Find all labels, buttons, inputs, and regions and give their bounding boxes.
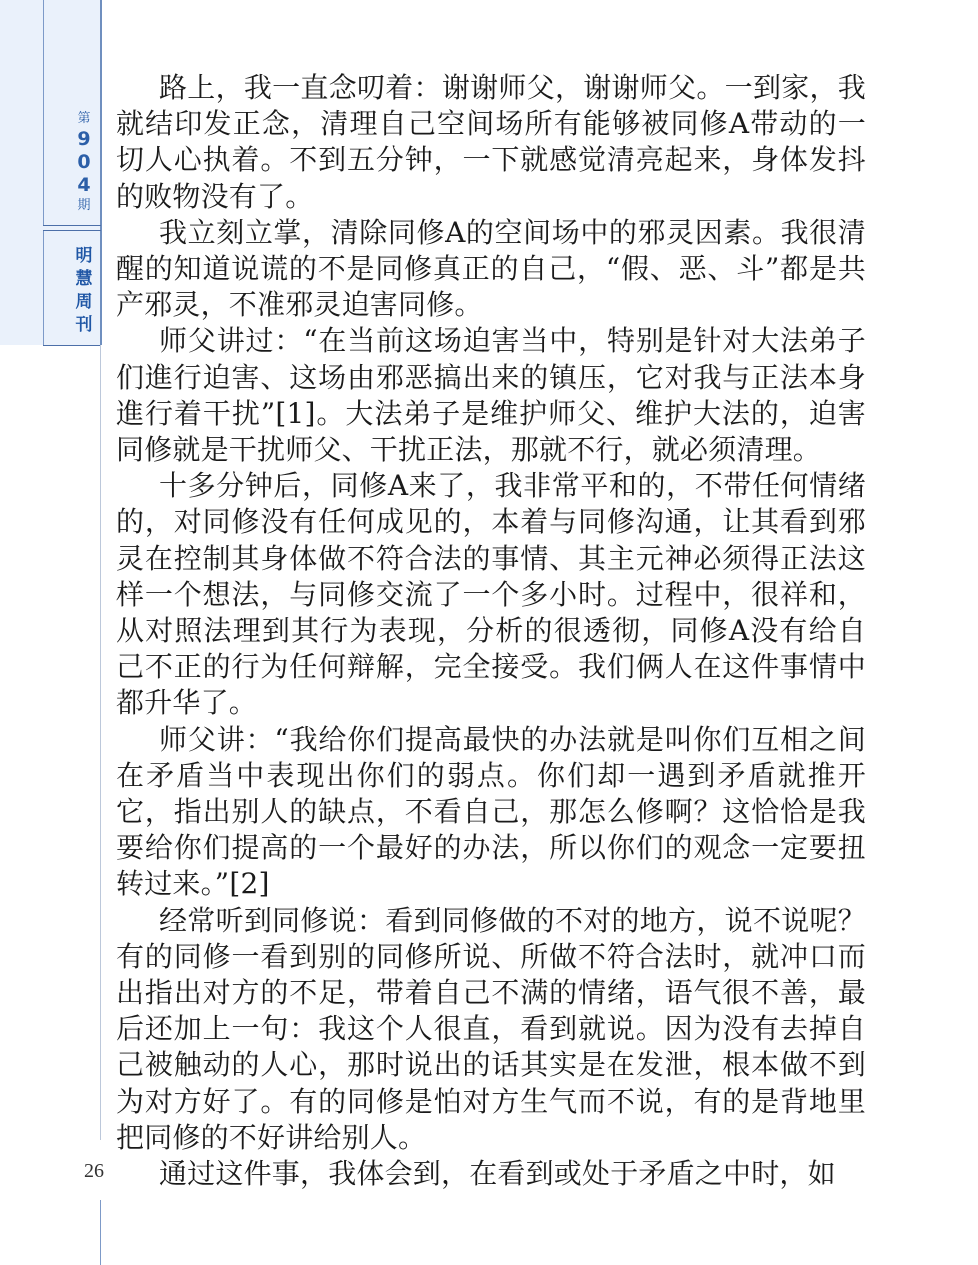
sidebar-rule: [43, 230, 44, 345]
magazine-char: 明: [75, 246, 93, 266]
paragraph: 通过这件事，我体会到，在看到或处于矛盾之中时，如: [159, 1157, 836, 1191]
paragraph: 路上，我一直念叨着：谢谢师父，谢谢师父。一到家，我就结印发正念，清理自己空间场所有能够被同修A带动的一切人心执着。不到五分钟，一下就感觉清亮起来，身体发抖的败物没有了。: [116, 71, 866, 213]
sidebar-rule: [43, 0, 44, 225]
margin-rule: [100, 345, 101, 1140]
sidebar-divider: [43, 230, 101, 231]
paragraph: 经常听到同修说：看到同修做的不对的地方，说不说呢？有的同修一看到别的同修所说、所做不符合法时，就冲口而出指出对方的不足，带着自己不满的情绪，语气很不善，最后还加上一句：我这个人很直，看到就说。因为没有去掉自己被触动的人心，那时说出的话其实是在发泄，根本做不到为对方好了。有的同修是怕对方生气而不说，有的是背地里把同修的不好讲给别人。: [116, 903, 866, 1154]
magazine-char: 刊: [75, 315, 93, 335]
magazine-char: 周: [75, 292, 93, 312]
paragraph: 十多分钟后，同修A来了，我非常平和的，不带任何情绪的，对同修没有任何成见的，本着与同修沟通，让其看到邪灵在控制其身体做不符合法的事情、其主元神必须得正法这样一个想法，与同修交流了一个多小时。过程中，很祥和，从对照法理到其行为表现，分析的很透彻，同修A没有给自己不正的行为任何辩解，完全接受。我们俩人在这件事情中都升华了。: [116, 469, 866, 720]
paragraph: 师父讲：“我给你们提高最快的办法就是叫你们互相之间在矛盾当中表现出你们的弱点。你们却一遇到矛盾就推开它，指出别人的缺点，不看自己，那怎么修啊？这恰恰是我要给你们提高的一个最好的办法，所以你们的观念一定要扭转过来。”[2]: [116, 722, 866, 901]
issue-digit: 4: [77, 174, 91, 196]
issue-digit: 9: [77, 128, 91, 150]
issue-digit: 0: [77, 151, 91, 173]
paragraph: 师父讲过：“在当前这场迫害当中，特别是针对大法弟子们進行迫害、这场由邪恶搞出来的镇压，它对我与正法本身進行着干扰”[1]。大法弟子是维护师父、维护大法的，迫害同修就是干扰师父、干扰正法，那就不行，就必须清理。: [116, 324, 866, 467]
sidebar-divider: [43, 345, 101, 346]
issue-number: [66, 110, 102, 215]
margin-rule: [100, 1200, 101, 1265]
paragraph: 我立刻立掌，清除同修A的空间场中的邪灵因素。我很清醒的知道说谎的不是同修真正的自己，“假、恶、斗”都是共产邪灵，不准邪灵迫害同修。: [116, 215, 866, 322]
magazine-char: 慧: [75, 269, 93, 289]
issue-prefix: 第: [77, 111, 91, 126]
issue-suffix: 期: [77, 198, 91, 213]
page-number: 26: [84, 1160, 104, 1182]
sidebar-divider: [43, 225, 101, 226]
article-body: [116, 70, 866, 1192]
magazine-title: [66, 245, 102, 337]
